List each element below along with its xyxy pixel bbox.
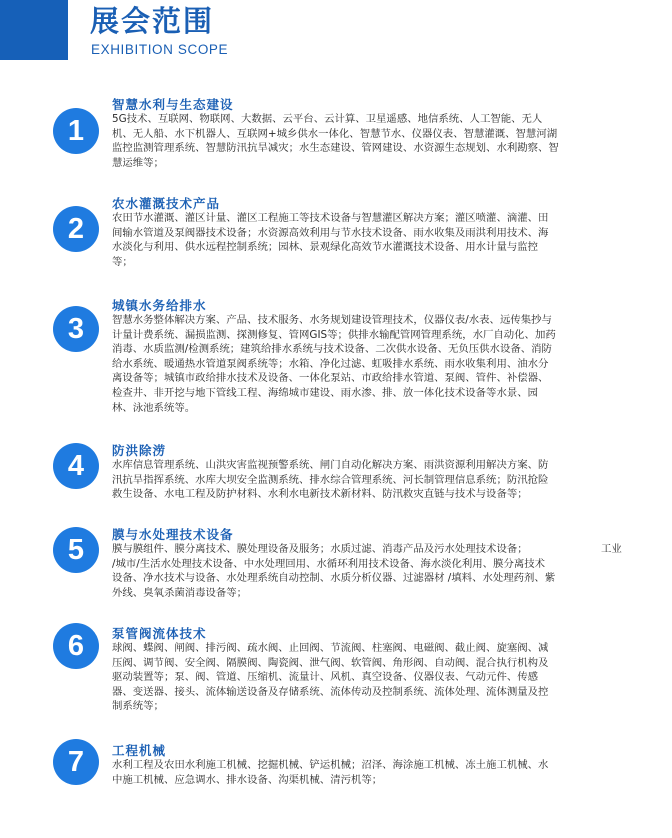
section-title: 膜与水处理技术设备 <box>112 527 234 542</box>
section-title: 工程机械 <box>112 743 167 758</box>
section-title: 智慧水利与生态建设 <box>112 97 234 112</box>
header-accent-bar <box>0 0 68 60</box>
section-title: 泵管阀流体技术 <box>112 626 207 641</box>
section-title: 农水灌溉技术产品 <box>112 196 221 211</box>
section-body: 智慧水务整体解决方案、产品、技术服务、水务规划建设管理技术，仪器仪表/水表、远传集抄与 计量计费系统、漏损监测、探测修复、管网GIS等；供排水输配管网管理系统，水厂自动化、加药 消毒、水质监测/检测系统；建筑给排水系统与技术设备、二次供水设备、无负压供水设备、消防 给水系统、暖通热水管道泵阀系统等；水箱、净化过滤、虹吸排水系统、雨水收集利用、油水分 离设备等；城镇市政给排水技术及设备、一体化泵站、市政给排水管道、泵阀、管件、补偿器、 检查井、非开挖与地下管线工程、海绵城市建设、雨水渗、排、放一体化技术设备等水景、园 林、泳池系统等。 <box>112 314 556 414</box>
section-number-badge: 7 <box>53 739 99 785</box>
section-body: 农田节水灌溉、灌区计量、灌区工程施工等技术设备与智慧灌区解决方案；灌区喷灌、滴灌、田 间输水管道及泵阀器技术设备；水资源高效利用与节水技术设备、雨水收集及雨洪利用技术、海 水淡化与利用、供水远程控制系统；园林、景观绿化高效节水灌溉技术设备、用水计量与监控 等； <box>112 212 549 268</box>
section-body: 膜与膜组件、膜分离技术、膜处理设备及服务；水质过滤、消毒产品及污水处理技术设备； /城市/生活水处理技术设备、中水处理回用、水循环利用技术设备、海水淡化利用、膜分离技术 设备、净水技术与设备、水处理系统自动控制、水质分析仪器、过滤器材 /填料、水处理药剂、紫 外线、臭氧杀菌消毒设备等； <box>112 543 556 599</box>
section-number-badge: 3 <box>53 306 99 352</box>
section-number-badge: 2 <box>53 206 99 252</box>
section-title: 防洪除涝 <box>112 443 167 458</box>
section-number-badge: 6 <box>53 623 99 669</box>
section-aside-text: 工业 <box>601 543 622 555</box>
section-body: 水利工程及农田水利施工机械、挖掘机械、铲运机械；沼泽、海涂施工机械、冻土施工机械、水 中施工机械、应急调水、排水设备、沟渠机械、清污机等； <box>112 759 549 786</box>
section-body: 5G技术、互联网、物联网、大数据、云平台、云计算、卫星遥感、地信系统、人工智能、无人 机、无人船、水下机器人、互联网+城乡供水一体化、智慧节水、仪器仪表、智慧灌溉、智慧河湖 监控监测管理系统、智慧防汛抗旱减灾；水生态建设、管网建设、水资源生态规划、水利勘察、智 慧运维等； <box>112 113 559 169</box>
section-body: 球阀、蝶阀、闸阀、排污阀、疏水阀、止回阀、节流阀、柱塞阀、电磁阀、截止阀、旋塞阀、减 压阀、调节阀、安全阀、隔膜阀、陶瓷阀、泄气阀、软管阀、角形阀、自动阀、混合执行机构及 驱动装置等；泵、阀、管道、压缩机、流量计、风机、真空设备、仪器仪表、气动元件、传感 器、变送器、接头、流体输送设备及存储系统、流体传动及控制系统、流体处理、流体测量及控 制系统等； <box>112 642 549 713</box>
section-number-badge: 5 <box>53 527 99 573</box>
page-title: 展会范围 <box>90 4 215 38</box>
section-title: 城镇水务给排水 <box>112 298 207 313</box>
page-subtitle: EXHIBITION SCOPE <box>91 42 229 57</box>
section-number-badge: 4 <box>53 443 99 489</box>
section-body: 水库信息管理系统、山洪灾害监视预警系统、闸门自动化解决方案、雨洪资源利用解决方案、防 汛抗旱指挥系统、水库大坝安全监测系统、排水综合管理系统、河长制管理信息系统；防汛抢险 救生设备、水电工程及防护材料、水利水电新技术新材料、防汛救灾直链与技术与设备等； <box>112 459 549 501</box>
section-number-badge: 1 <box>53 108 99 154</box>
